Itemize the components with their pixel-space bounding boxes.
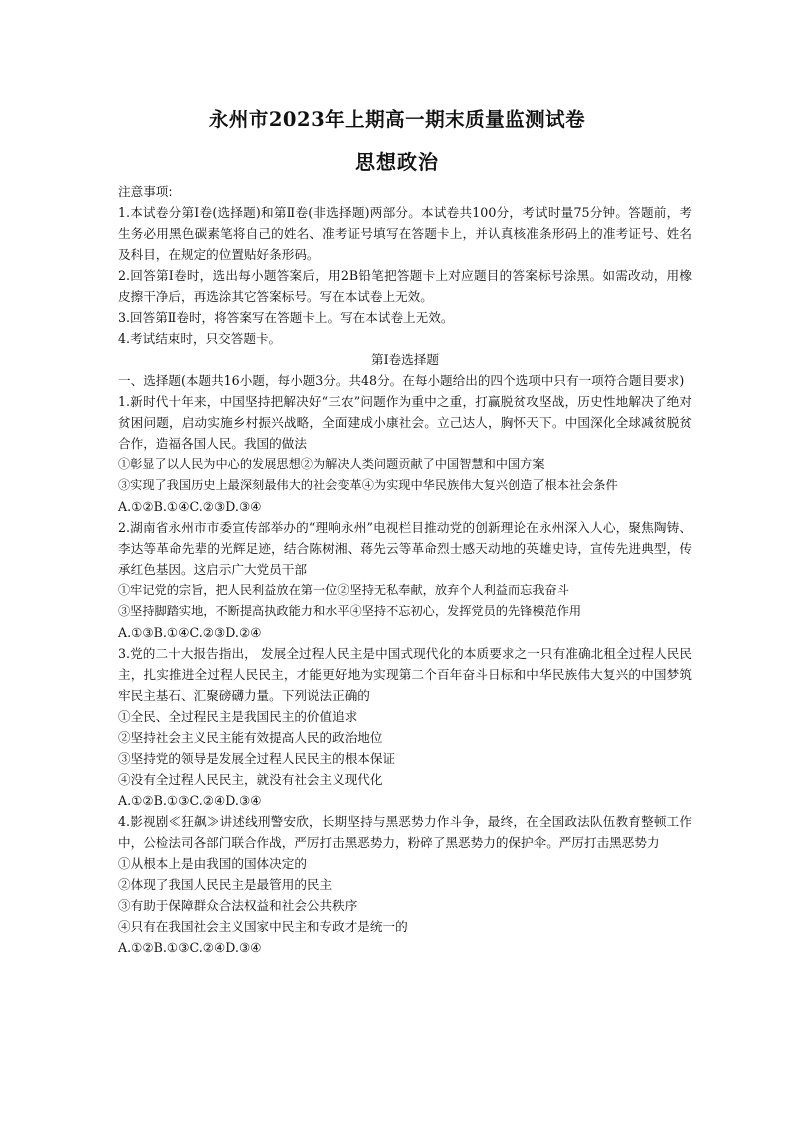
question-option: ①牢记党的宗旨，把人民利益放在第一位②坚持无私奉献，放弃个人利益而忘我奋斗 bbox=[118, 583, 569, 597]
question-1 bbox=[118, 391, 692, 517]
section-instruction: 一、选择题(本题共16小题，每小题3分。共48分。在每小题给出的四个选项中只有一项符合题目要求) bbox=[118, 373, 685, 388]
notice-item-1: 1.本试卷分第Ⅰ卷(选择题)和第Ⅱ卷(非选择题)两部分。本试卷共100分，考试时量75分钟。答题前，考生务必用黑色碳素笔将自己的姓名、准考证号填写在答题卡上，并认真核准条形码上的准考证号、姓名及科目，在规定的位置贴好条形码。 bbox=[118, 205, 692, 262]
question-option: ③实现了我国历史上最深刻最伟大的社会变革④为实现中华民族伟大复兴创造了根本社会条件 bbox=[118, 478, 618, 492]
question-answers: A.①②B.①④C.②③D.③④ bbox=[118, 499, 262, 514]
section-heading: 第Ⅰ卷选择题 bbox=[371, 352, 439, 367]
question-option: ③有助于保障群众合法权益和社会公共秩序 bbox=[118, 898, 358, 913]
question-stem: 2.湖南省永州市市委宣传部举办的“理响永州”电视栏目推动党的创新理论在永州深入人心，聚焦陶铸、李达等革命先辈的光辉足迹，结合陈树湘、蒋先云等革命烈士感天动地的英雄史诗，宣传先进典型，传承红色基因。这启示广大党员干部 bbox=[118, 520, 692, 577]
question-option: ①从根本上是由我国的国体决定的 bbox=[118, 856, 307, 871]
question-option: ②体现了我国人民民主是最管用的民主 bbox=[118, 877, 333, 892]
question-answers: A.①③B.①④C.②③D.②④ bbox=[118, 625, 262, 640]
notice-block bbox=[118, 181, 692, 349]
question-option: ①彰显了以人民为中心的发展思想②为解决人类问题贡献了中国智慧和中国方案 bbox=[118, 457, 545, 471]
exam-subject: 思想政治 bbox=[355, 150, 439, 174]
question-option: ③坚持党的领导是发展全过程人民民主的根本保证 bbox=[118, 751, 396, 766]
notice-item-3: 3.回答第Ⅱ卷时，将答案写在答题卡上。写在本试卷上无效。 bbox=[118, 310, 454, 325]
question-stem: 4.影视剧≪狂飙≫讲述线刑警安欣，长期坚持与黑恶势力作斗争，最终，在全国政法队伍教育整顿工作中，公检法司各部门联合作战，严厉打击黑恶势力，粉碎了黑恶势力的保护伞。严厉打击黑恶势力 bbox=[118, 814, 692, 850]
notice-item-4: 4.考试结束时，只交答题卡。 bbox=[118, 331, 282, 346]
question-3 bbox=[118, 643, 692, 811]
notice-heading: 注意事项: bbox=[118, 184, 173, 199]
question-option: ④只有在我国社会主义国家中民主和专政才是统一的 bbox=[118, 919, 408, 934]
exam-content bbox=[118, 181, 692, 958]
question-option: ④没有全过程人民民主，就没有社会主义现代化 bbox=[118, 772, 383, 787]
question-option: ③坚持脚踏实地，不断提高执政能力和水平④坚持不忘初心，发挥党员的先锋模范作用 bbox=[118, 604, 582, 618]
question-4 bbox=[118, 811, 692, 958]
question-option: ②坚持社会主义民主能有效提高人民的政治地位 bbox=[118, 730, 383, 745]
question-option: ①全民、全过程民主是我国民主的价值追求 bbox=[118, 709, 358, 724]
exam-title: 永州市2023年上期高一期末质量监测试卷 bbox=[208, 108, 586, 131]
question-2 bbox=[118, 517, 692, 643]
notice-item-2: 2.回答第Ⅰ卷时，选出每小题答案后，用2B铅笔把答题卡上对应题目的答案标号涂黑。如需改动，用橡皮擦干净后，再选涂其它答案标号。写在本试卷上无效。 bbox=[118, 268, 692, 304]
question-stem: 1.新时代十年来，中国坚持把解决好“三农”问题作为重中之重，打赢脱贫攻坚战，历史性地解决了绝对贫困问题，启动实施乡村振兴战略，全面建成小康社会。立己达人，胸怀天下。中国深化全球减贫脱贫合作，造福各国人民。我国的做法 bbox=[118, 394, 692, 451]
question-answers: A.①②B.①③C.②④D.③④ bbox=[118, 940, 262, 955]
question-answers: A.①②B.①③C.②④D.③④ bbox=[118, 793, 262, 808]
question-stem: 3.党的二十大报告指出， 发展全过程人民主是中国式现代化的本质要求之一只有准确北租全过程人民民主，扎实推进全过程人民民主，才能更好地为实现第二个百年奋斗日标和中华民族伟大复兴的中国梦筑牢民主基石、汇聚磅礴力量。下列说法正确的 bbox=[118, 646, 692, 703]
